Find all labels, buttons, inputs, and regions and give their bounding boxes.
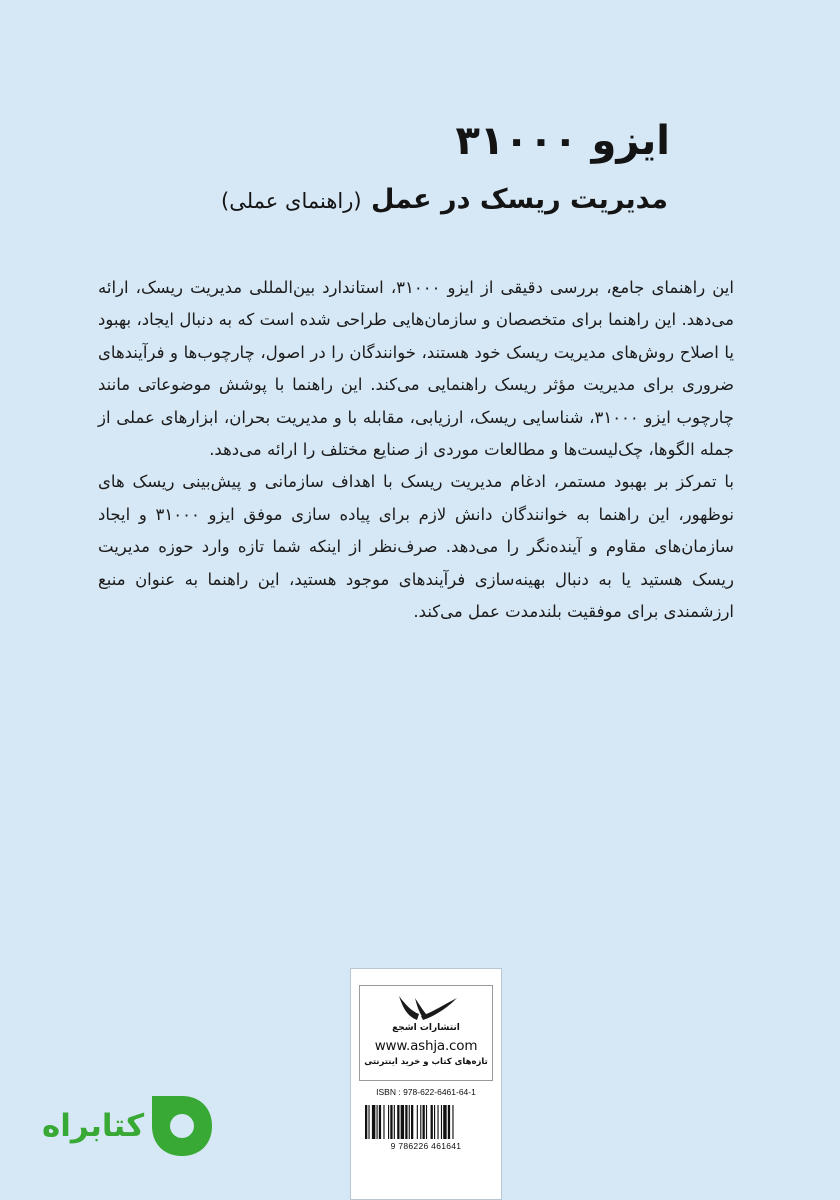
publisher-card <box>359 985 493 1081</box>
barcode-bar <box>372 1105 375 1139</box>
barcode-bar <box>390 1105 392 1139</box>
barcode-bar <box>434 1105 435 1139</box>
barcode-bar <box>437 1105 438 1139</box>
barcode-bar <box>426 1105 427 1139</box>
barcode-bar <box>405 1105 407 1139</box>
barcode-bar <box>452 1105 453 1139</box>
description-paragraph-1: این راهنمای جامع، بررسی دقیقی از ایزو ۳۱۰۰۰، استاندارد بین‌المللی مدیریت ریسک، ارائه می‌دهد. این راهنما برای متخصصان و سازمان‌هایی طراحی شده است که به دنبال ایجاد، بهبود یا اصلاح روش‌های مدیریت ریسک خود هستند، خوانندگان را در اصول، چارچوب‌ها و فرآیندهای ضروری برای مدیریت مؤثر ریسک راهنمایی می‌کند. این راهنما با پوشش موضوعاتی مانند چارچوب ایزو ۳۱۰۰۰، شناسایی ریسک، ارزیابی، مقابله با و مدیریت بحران، ابزارهای عملی از جمله الگوها، چک‌لیست‌ها و مطالعات موردی از صنایع مختلف را ارائه می‌دهد. <box>98 278 734 460</box>
subtitle-note: (راهنمای عملی) <box>221 189 362 213</box>
publisher-logo-icon <box>393 992 459 1022</box>
barcode-bar <box>394 1105 395 1139</box>
barcode-bar <box>443 1105 446 1139</box>
barcode-bar <box>383 1105 384 1139</box>
book-subtitle <box>221 184 668 215</box>
isbn-label: ISBN : 978-622-6461-64-1 <box>376 1087 476 1097</box>
barcode-bar <box>411 1105 413 1139</box>
barcode-bar <box>377 1105 378 1139</box>
barcode-digits: 9 786226 461641 <box>390 1141 462 1151</box>
ketabrah-logo <box>42 1094 214 1158</box>
publisher-box <box>350 968 502 1200</box>
barcode-icon <box>363 1105 489 1139</box>
barcode-bar <box>441 1105 442 1139</box>
publisher-name: انتشارات اشجع <box>392 1023 460 1033</box>
publisher-tagline: تازه‌های کتاب و خرید اینترنتی <box>364 1057 488 1067</box>
description-paragraph-2: با تمرکز بر بهبود مستمر، ادغام مدیریت ریسک با اهداف سازمانی و پیش‌بینی ریسک های نوظهور، این راهنما به خوانندگان دانش لازم برای پیاده سازی موفق ایزو ۳۱۰۰۰ و ایجاد سازمان‌های مقاوم و آینده‌نگر را می‌دهد. صرف‌نظر از اینکه شما تازه وارد حوزه مدیریت ریسک هستید یا به دنبال بهینه‌سازی فرآیندهای موجود هستید، این راهنما به عنوان منبع ارزشمندی برای موفقیت بلندمدت عمل می‌کند. <box>98 472 734 622</box>
barcode-bar <box>397 1105 399 1139</box>
barcode-bar <box>431 1105 433 1139</box>
barcode-bar <box>448 1105 450 1139</box>
barcode-bar <box>368 1105 369 1139</box>
publisher-website[interactable]: www.ashja.com <box>374 1038 478 1054</box>
description <box>98 272 734 628</box>
barcode-bar <box>417 1105 418 1139</box>
barcode-bar <box>379 1105 381 1139</box>
subtitle-main: مدیریت ریسک در عمل <box>370 184 668 215</box>
book-title: ایزو ۳۱۰۰۰ <box>455 118 670 164</box>
ketabrah-leaf-icon <box>150 1094 214 1158</box>
barcode-bar <box>388 1105 389 1139</box>
barcode-bar <box>365 1105 367 1139</box>
ketabrah-wordmark: کتابراه <box>42 1108 145 1144</box>
barcode-bar <box>401 1105 404 1139</box>
barcode-bar <box>420 1105 421 1139</box>
barcode-bar <box>423 1105 425 1139</box>
barcode-bar <box>409 1105 410 1139</box>
